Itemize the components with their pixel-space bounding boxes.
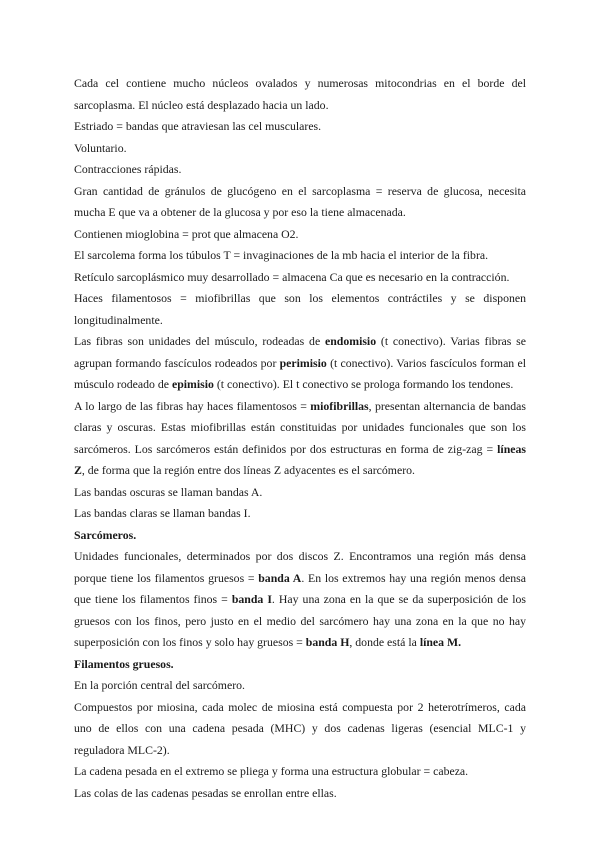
text: La cadena pesada en el extremo se pliega y forma una estructura globular = cabeza. <box>74 764 469 778</box>
text: (t conectivo). Varios fascículos forman el músculo rodeado de <box>74 355 526 391</box>
heading-text: Filamentos gruesos. <box>74 656 174 671</box>
term-endomisio: endomisio <box>324 334 377 348</box>
term-banda-h: banda H <box>305 635 350 649</box>
text: Cada cel contiene mucho núcleos ovalados y numerosas mitocondrias en el borde del sarcoplasma. El núcleo está desplazado hacia un lado. <box>74 76 526 112</box>
paragraph-haces <box>74 288 526 331</box>
heading-filamentos-gruesos <box>74 654 526 676</box>
text: Contracciones rápidas. <box>74 162 182 176</box>
text: Las bandas oscuras se llaman bandas A. <box>74 484 263 499</box>
term-linea-m: línea M. <box>419 635 462 649</box>
text: , donde está la <box>349 635 420 649</box>
text: Haces filamentosos = miofibrillas que son los elementos contráctiles y se disponen longitudinalmente. <box>74 291 526 327</box>
text: Unidades funcionales, determinados por dos discos Z. Encontramos una región más densa porque tiene los filamentos gruesos = <box>74 549 526 585</box>
paragraph-porcion-central <box>74 675 526 697</box>
term-miofibrillas: miofibrillas <box>310 398 369 413</box>
paragraph-sarcolema <box>74 245 526 267</box>
text: Compuestos por miosina, cada molec de miosina está compuesta por 2 heterotrímeros, cada uno de ellos con una cadena pesada (MHC) y dos cadenas ligeras (esencial MLC-1 y reguladora MLC-2). <box>74 699 526 757</box>
text: (t conectivo). El t conectivo se prologa formando los tendones. <box>213 377 514 391</box>
text: , de forma que la región entre dos líneas Z adyacentes es el sarcómero. <box>81 463 415 477</box>
term-perimisio: perimisio <box>279 355 327 370</box>
text: Retículo sarcoplásmico muy desarrollado = almacena Ca que es necesario en la contracción. <box>74 269 510 284</box>
paragraph-colas <box>74 783 526 805</box>
paragraph-reticulo <box>74 267 526 289</box>
paragraph-miofibrillas <box>74 396 526 482</box>
text: A lo largo de las fibras hay haces filamentosos = <box>74 398 311 413</box>
text: Las bandas claras se llaman bandas I. <box>74 506 251 520</box>
paragraph-unidades-funcionales <box>74 546 526 654</box>
paragraph-glucogeno <box>74 181 526 224</box>
paragraph-nucleos <box>74 73 526 116</box>
paragraph-mioglobina <box>74 224 526 246</box>
paragraph-contracciones <box>74 159 526 181</box>
paragraph-voluntario <box>74 138 526 160</box>
text: Gran cantidad de gránulos de glucógeno en el sarcoplasma = reserva de glucosa, necesita mucha E que va a obtener de la glucosa y por eso la tiene almacenada. <box>74 183 526 219</box>
text: Las fibras son unidades del músculo, rodeadas de <box>74 334 325 348</box>
text: En la porción central del sarcómero. <box>74 678 245 692</box>
paragraph-miosina <box>74 697 526 762</box>
paragraph-fibras <box>74 331 526 396</box>
text: (t conectivo). Varias fibras se agrupan formando fascículos rodeados por <box>74 334 527 370</box>
paragraph-bandas-oscuras <box>74 482 526 504</box>
term-banda-a: banda A <box>258 570 302 585</box>
term-banda-i: banda I <box>231 592 272 606</box>
heading-text: Sarcómeros. <box>74 527 137 542</box>
text: . En los extremos hay una región menos densa que tiene los filamentos finos = <box>74 570 526 606</box>
text: , presentan alternancia de bandas claras y oscuras. Estas miofibrillas están constituidas por unidades funcionales que son los sarcómeros. Los sarcómeros están definidos por dos estructuras en forma de zig-zag = <box>74 398 526 456</box>
heading-sarcomeros <box>74 525 526 547</box>
text: Estriado = bandas que atraviesan las cel musculares. <box>74 119 322 133</box>
term-lineas-z: líneas Z <box>74 441 526 477</box>
text: El sarcolema forma los túbulos T = invaginaciones de la mb hacia el interior de la fibra. <box>74 248 489 262</box>
text: Voluntario. <box>74 140 127 155</box>
text: Las colas de las cadenas pesadas se enrollan entre ellas. <box>74 785 337 800</box>
term-epimisio: epimisio <box>171 377 214 391</box>
text: . Hay una zona en la que se da superposición de los gruesos con los finos, pero justo en el medio del sarcómero hay una zona en la que no hay superposición con los finos y solo hay gruesos = <box>74 592 526 649</box>
paragraph-bandas-claras <box>74 503 526 525</box>
text: Contienen mioglobina = prot que almacena O2. <box>74 226 299 241</box>
paragraph-cadena-pesada <box>74 761 526 783</box>
paragraph-estriado <box>74 116 526 138</box>
